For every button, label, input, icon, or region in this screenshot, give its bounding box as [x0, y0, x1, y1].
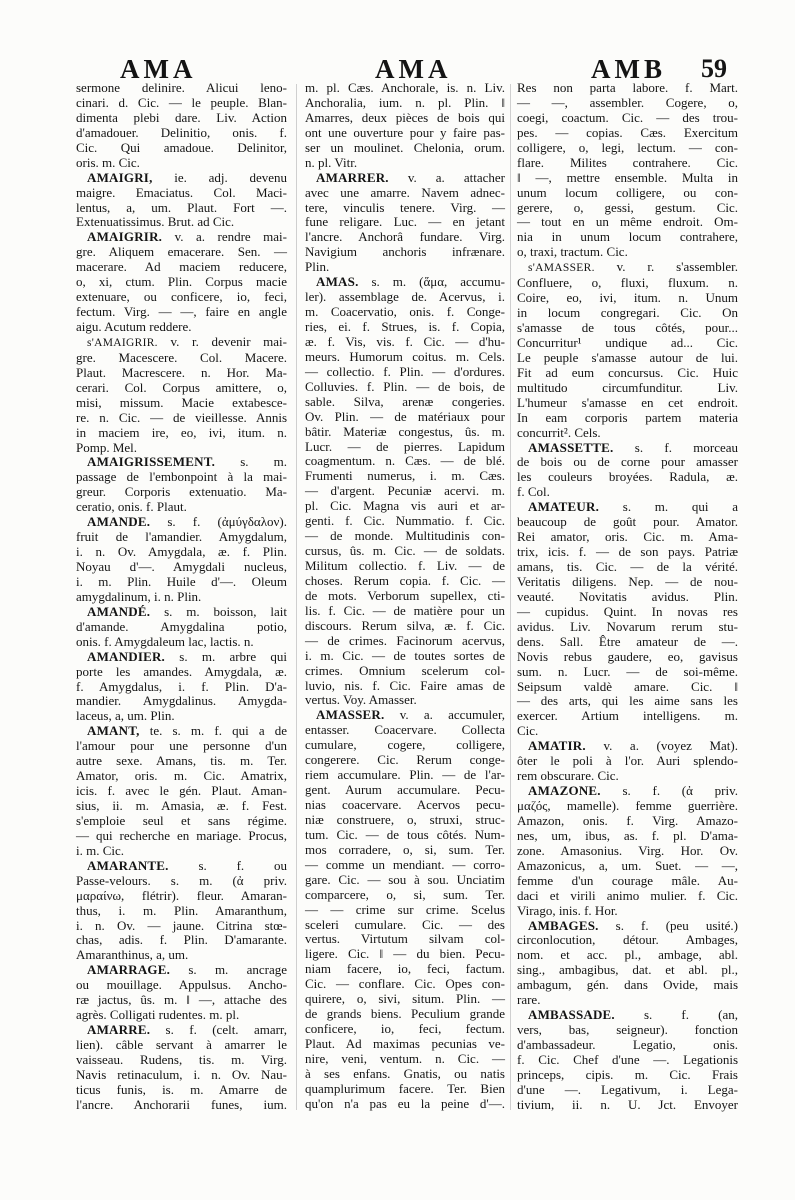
dictionary-line: Virago, inis. f. Hor.	[517, 902, 618, 918]
entry-line	[305, 171, 505, 186]
entry-definition-start: v. r. s'assembler.	[616, 259, 739, 275]
entry-headword: AMAIGRISSEMENT.	[87, 454, 216, 470]
dictionary-line: Militum collectio. f. Liv. — de	[305, 558, 505, 573]
subentry-headword: s'AMAIGRIR.	[87, 336, 158, 349]
dictionary-line: quamplurimum facere. Ter. Bien	[305, 1080, 505, 1096]
dictionary-line: sable. Silva, arenæ congeries.	[305, 393, 505, 409]
dictionary-line: genti. f. Cic. Nummatio. f. Cic.	[305, 513, 505, 529]
dictionary-line: congerere. Cic. Rerum conge-	[305, 752, 505, 768]
entry-headword: AMARANTE.	[87, 857, 169, 873]
dictionary-line: trix, icis. f. — de son pays. Patriæ	[517, 544, 738, 560]
entry-definition-start: s. m. boisson, lait	[164, 603, 288, 619]
column-divider	[510, 84, 511, 1110]
dictionary-line: à ses enfans. Gnatis, ou natis	[305, 1065, 505, 1081]
dictionary-line: — d'argent. Pecuniæ acervi. m.	[305, 483, 505, 499]
dictionary-line: i. n. Ov. Amygdala, æ. f. Plin.	[76, 544, 287, 560]
entry-definition-start: s. f. (celt. amarr,	[165, 1022, 287, 1038]
entry-definition-start: s. f. (ἀμύγδαλον).	[167, 514, 287, 530]
dictionary-line: vers, bas, seigneur). fonction	[517, 1022, 738, 1038]
entry-line	[76, 859, 287, 874]
dictionary-line: sum. n. Lucr. — de soi-même.	[517, 663, 738, 679]
dictionary-line: laceus, a, um. Plin.	[76, 708, 175, 724]
dictionary-line: nia in unum locum contrahere,	[517, 229, 738, 245]
dictionary-line: qu'on n'a pas eu la peine d'—.	[305, 1095, 505, 1111]
dictionary-line: s'emploie seul et sans régime.	[76, 812, 287, 828]
entry-definition-start: s. f. (ἀ priv.	[622, 783, 738, 799]
dictionary-line: colligere, o, legi, lectum. — con-	[517, 139, 738, 155]
dictionary-line: cinari. d. Cic. — le peuple. Blan-	[76, 94, 287, 110]
dictionary-line: Seipsum valdè amare. Cic. ‖	[517, 678, 738, 694]
entry-definition-start: v. a. rendre mai-	[174, 229, 287, 245]
dictionary-line: cursus, ûs. m. Cic. — de soldats.	[305, 543, 505, 559]
dictionary-line: princeps, cipis. m. Cic. Frais	[517, 1066, 738, 1082]
entry-definition-start: s. m. (ἅμα, accumu-	[371, 274, 505, 290]
dictionary-line: extenuare, ou conficere, io, feci,	[76, 289, 287, 305]
dictionary-line: lien). câble servant à amarrer le	[76, 1037, 287, 1052]
dictionary-line: — —, assembler. Cogere, o,	[517, 94, 738, 110]
dictionary-line: niam facere, io, feci, factum.	[305, 961, 505, 977]
dictionary-line: in locum congregari. Cic. On	[517, 305, 738, 321]
entry-line	[305, 275, 505, 290]
dictionary-line: les couleurs broyées. Radula, æ.	[517, 469, 738, 485]
entry-headword: AMATIR.	[528, 738, 586, 754]
dictionary-line: cumulare, cogere, colligere,	[305, 737, 505, 753]
dictionary-line: daci et virili animo mulier. f. Cic.	[517, 887, 738, 903]
dictionary-line: femme d'un courage mâle. Au-	[517, 872, 738, 888]
dictionary-line: Amator, oris. m. Cic. Amatrix,	[76, 768, 287, 784]
dictionary-line: — comme un mendiant. — corro-	[305, 856, 505, 872]
dictionary-line: amygdalinum, i. n. Plin.	[76, 588, 202, 604]
dictionary-line: s'amasse de tous côtés, pour...	[517, 320, 738, 335]
dictionary-line: dimenta plebi dare. Liv. Action	[76, 109, 287, 125]
dictionary-line: vertus. Virtutum silvam col-	[305, 931, 505, 947]
entry-definition-start: te. s. m. f. qui a de	[149, 723, 287, 739]
subentry-line	[76, 335, 287, 351]
dictionary-line: tum. Cic. — de tous côtés. Num-	[305, 826, 505, 842]
dictionary-line: d'ambassadeur. Legatio, onis.	[517, 1037, 738, 1052]
entry-line	[76, 1023, 287, 1038]
dictionary-line: luvio, nis. f. Cic. Faire amas de	[305, 677, 505, 693]
dictionary-line: nom. et acc. pl., ambage, abl.	[517, 947, 738, 963]
entry-definition-start: s. f. ou	[198, 857, 288, 873]
entry-line	[517, 784, 738, 799]
dictionary-line: mandier. Amygdalinus. Amygda-	[76, 693, 287, 709]
dictionary-line: amans, tis. Cic. — de la vérité.	[517, 559, 738, 574]
dictionary-line: o, xi, ctum. Plin. Corpus macie	[76, 274, 287, 290]
header-guide-word-center: AMA	[375, 54, 452, 84]
dictionary-line: passage de l'embonpoint à la mai-	[76, 469, 287, 485]
dictionary-line: Cic. — conflare. Cic. Opes con-	[305, 976, 505, 992]
dictionary-line: rem obscurare. Cic.	[517, 768, 619, 784]
dictionary-line: Cic.	[517, 723, 539, 739]
dictionary-line: m. Coacervatio, onis. f. Conge-	[305, 304, 505, 320]
dictionary-line: d'une —. Legativum, i. Lega-	[517, 1081, 738, 1097]
dictionary-line: ligere. Cic. ‖ — du bien. Pecu-	[305, 946, 505, 962]
dictionary-line: entasser. Coacervare. Collecta	[305, 722, 505, 738]
dictionary-line: Le peuple s'amasse autour de lui.	[517, 349, 738, 365]
dictionary-line: Navis retinaculum, i. n. Ov. Nau-	[76, 1066, 287, 1082]
dictionary-line: de grands biens. Peculium grande	[305, 1006, 505, 1022]
dictionary-line: ceratio, onis. f. Plaut.	[76, 499, 187, 515]
entry-headword: AMANDIER.	[87, 648, 165, 664]
entry-headword: AMAZONE.	[528, 783, 601, 799]
dictionary-line: avidus. Liv. Novarum rerum stu-	[517, 618, 738, 634]
dictionary-line: f. Amygdalus, i. f. Plin. D'a-	[76, 678, 287, 694]
dictionary-line: Amazon, onis. f. Virg. Amazo-	[517, 812, 738, 828]
dictionary-line: veauté. Novitatis avidus. Plin.	[517, 588, 738, 604]
dictionary-line: — — crime sur crime. Scelus	[305, 901, 505, 917]
dictionary-line: gent. Aurum accumulare. Pecu-	[305, 782, 505, 798]
page-number: 59	[701, 54, 727, 83]
dictionary-line: exercer. Artium intelligens. m.	[517, 708, 738, 724]
dictionary-line: L'humeur s'amasse en cet endroit.	[517, 394, 738, 410]
dictionary-line: Plaut. Macrescere. n. Hor. Ma-	[76, 364, 287, 380]
entry-headword: AMATEUR.	[528, 499, 600, 515]
dictionary-line: l'amour pour une personne d'un	[76, 738, 287, 754]
entry-line	[76, 515, 287, 530]
dictionary-line: fectum. Virg. — —, faire en angle	[76, 304, 287, 320]
dictionary-line: multitudo circumfunditur. Liv.	[517, 379, 738, 395]
entry-definition-start: ie. adj. devenu	[174, 169, 288, 185]
dictionary-line: gerere, o, gessi, gestum. Cic.	[517, 199, 738, 215]
dictionary-line: nias coacervare. Acervos pecu-	[305, 797, 505, 812]
dictionary-line: i. n. Ov. — jaune. Citrina stœ-	[76, 917, 287, 933]
dictionary-line: Frumenti numerus, i. m. Cæs.	[305, 468, 505, 484]
dictionary-line: cerari. Col. Corpus amittere, o,	[76, 379, 287, 395]
dictionary-line: fruit de l'amandier. Amygdalum,	[76, 529, 287, 545]
dictionary-line: discours. Rerum silva, æ. f. Cic.	[305, 617, 505, 633]
dictionary-line: — tout en un même endroit. Om-	[517, 214, 738, 230]
dictionary-line: ræ jactus, ûs. m. ‖ —, attache des	[76, 992, 287, 1008]
dictionary-line: Amarres, deux pièces de bois qui	[305, 109, 505, 125]
dictionary-line: oris. m. Cic.	[76, 154, 140, 170]
dictionary-line: tivium, ii. n. U. Jct. Envoyer	[517, 1096, 738, 1112]
entry-headword: AMASSER.	[316, 707, 385, 723]
dictionary-line: lentus, a, um. Plaut. Fort —.	[76, 199, 287, 215]
dictionary-line: i. m. Cic.	[76, 842, 125, 858]
dictionary-line: beaucoup de goût pour. Amator.	[517, 514, 738, 530]
dictionary-line: meurs. Humorum coitus. m. Cels.	[305, 348, 505, 364]
dictionary-line: æ. f. Vis, vis. f. Cic. — d'hu-	[305, 333, 505, 349]
dictionary-line: concurrit². Cels.	[517, 424, 601, 440]
dictionary-line: l'ancre. Anchorâ fundare. Virg.	[305, 229, 505, 245]
dictionary-line: unum locum colligere, ou con-	[517, 184, 738, 200]
dictionary-line: sermone delinire. Alicui leno-	[76, 80, 287, 95]
dictionary-line: d'amande. Amygdalina potio,	[76, 618, 287, 634]
dictionary-line: rare.	[517, 992, 541, 1008]
entry-headword: AMASSETTE.	[528, 439, 614, 455]
dictionary-line: ser un moulinet. Chelonia, orum.	[305, 139, 505, 155]
dictionary-line: ticus funis, is. m. Amarre de	[76, 1081, 287, 1097]
dictionary-line: Plaut. Ad maximas pecunias ve-	[305, 1036, 505, 1051]
entry-headword: AMANT,	[87, 723, 140, 739]
dictionary-line: — collectio. f. Plin. — d'ordures.	[305, 363, 505, 379]
dictionary-line: de mots. Verborum supellex, cti-	[305, 587, 505, 603]
dictionary-line: in maciem ire, eo, ivi, itum. n.	[76, 424, 287, 440]
dictionary-line: comparcere, o, si, sum. Ter.	[305, 886, 505, 902]
dictionary-line: gare. Cic. — sou à sou. Unciatim	[305, 871, 505, 887]
dictionary-line: Colluvies. f. Plin. — de bois, de	[305, 378, 505, 394]
dictionary-line: — cupidus. Quint. In novas res	[517, 603, 738, 619]
entry-headword: AMBAGES.	[528, 917, 599, 933]
dictionary-line: aigu. Acutum reddere.	[76, 319, 192, 334]
text-column-3	[517, 81, 738, 1113]
entry-line	[305, 708, 505, 723]
dictionary-line: niæ construere, o, struxi, struc-	[305, 811, 505, 827]
text-column-2	[305, 81, 505, 1112]
entry-line	[76, 650, 287, 665]
dictionary-line: misi, missum. Macie extabesce-	[76, 394, 287, 410]
dictionary-line: flare. Milites contrahere. Cic.	[517, 154, 738, 170]
entry-definition-start: s. m. arbre qui	[179, 648, 288, 664]
entry-line	[76, 455, 287, 470]
dictionary-line: o, traxi, tractum. Cic.	[517, 244, 628, 260]
dictionary-line: riem accumulare. Plin. — de l'ar-	[305, 767, 505, 783]
entry-headword: AMARRAGE.	[87, 962, 171, 978]
entry-line	[76, 171, 287, 186]
entry-line	[517, 500, 738, 515]
dictionary-line: avec une amarre. Navem adnec-	[305, 184, 505, 200]
dictionary-line: coegi, coactum. Cic. — des trou-	[517, 109, 738, 125]
entry-definition-start: s. f. (peu usité.)	[615, 917, 739, 933]
entry-definition-start: v. a. attacher	[407, 169, 506, 185]
dictionary-line: icis. f. avec le gén. Plaut. Aman-	[76, 783, 287, 799]
entry-line	[76, 724, 287, 739]
dictionary-line: Res non parta labore. f. Mart.	[517, 80, 738, 95]
dictionary-line: Rei amator, oris. Cic. m. Ama-	[517, 529, 738, 545]
dictionary-line: i. m. Plin. Huile d'—. Oleum	[76, 573, 287, 589]
dictionary-line: ries, ei. f. Strues, is. f. Copia,	[305, 319, 505, 334]
dictionary-line: vaisseau. Rudens, tis. m. Virg.	[76, 1051, 287, 1067]
dictionary-line: greur. Corporis extenuatio. Ma-	[76, 484, 287, 500]
dictionary-line: Amaranthinus, a, um.	[76, 947, 189, 963]
dictionary-line: agrès. Colligati rudentes. m. pl.	[76, 1007, 240, 1023]
dictionary-line: ler). assemblage de. Acervus, i.	[305, 289, 505, 305]
entry-definition-start: v. a. accumuler,	[399, 707, 505, 723]
dictionary-line: Passe-velours. s. m. (ἀ priv.	[76, 872, 287, 888]
dictionary-line: f. Col.	[517, 484, 550, 500]
dictionary-line: — des arts, qui les aime sans les	[517, 693, 738, 709]
dictionary-line: Ov. Plin. — de matériaux pour	[305, 408, 505, 424]
dictionary-line: thus, i. m. Plin. Amaranthum,	[76, 902, 287, 918]
header-guide-word-left: AMA	[120, 54, 197, 84]
dictionary-line: Cic. Qui amadoue. Delinitor,	[76, 139, 287, 155]
dictionary-line: dens. Sall. Être amateur de —.	[517, 633, 738, 649]
entry-headword: AMAIGRIR.	[87, 229, 163, 245]
dictionary-line: pes. — copias. Cæs. Exercitum	[517, 124, 738, 140]
dictionary-line: nes, um, ibus, as. f. pl. D'ama-	[517, 827, 738, 843]
dictionary-line: l'ancre. Anchorarii funes, ium.	[76, 1096, 287, 1112]
dictionary-line: Veritatis diligens. Nep. — de nou-	[517, 573, 738, 589]
dictionary-line: ‖ —, mettre ensemble. Multa in	[517, 169, 738, 185]
entry-headword: AMBASSADE.	[528, 1007, 615, 1023]
entry-headword: AMANDÉ.	[87, 603, 151, 619]
dictionary-line: zone. Amasonius. Virg. Hor. Ov.	[517, 842, 738, 858]
entry-line	[76, 605, 287, 620]
entry-definition-start: s. m. ancrage	[188, 962, 287, 978]
dictionary-line: quirere, o, sivi, situm. Plin. —	[305, 991, 505, 1007]
entry-definition-start: v. a. (voyez Mat).	[603, 738, 738, 754]
dictionary-line: conficere, io, feci, fectum.	[305, 1021, 505, 1037]
entry-line	[517, 441, 738, 456]
dictionary-line: sing., ambagibus, dat. et abl. pl.,	[517, 962, 738, 978]
dictionary-line: maigre. Emaciatus. Col. Maci-	[76, 184, 287, 200]
dictionary-line: ôter le poli à l'or. Auri splendo-	[517, 753, 738, 769]
dictionary-line: ou mouillage. Appulsus. Ancho-	[76, 977, 287, 993]
dictionary-line: i. m. Cic. — de toutes sortes de	[305, 647, 505, 663]
dictionary-line: bâtir. Materiæ congestus, ûs. m.	[305, 423, 505, 439]
entry-headword: AMARRE.	[87, 1022, 151, 1038]
dictionary-line: — de monde. Multitudinis con-	[305, 528, 505, 544]
dictionary-line: m. pl. Cæs. Anchorale, is. n. Liv.	[305, 80, 505, 95]
dictionary-line: — de crimes. Facinorum acervus,	[305, 632, 505, 648]
dictionary-line: gre. Aliquem emacerare. Sen. —	[76, 244, 287, 260]
dictionary-line: Novis rebus gaudere, eo, gavisus	[517, 648, 738, 664]
dictionary-line: macerare. Ad maciem reducere,	[76, 259, 287, 275]
entry-definition-start: s. m.	[240, 454, 288, 470]
header-guide-word-right: AMB	[591, 54, 666, 84]
dictionary-line: Extenuatissimus. Brut. ad Cic.	[76, 214, 235, 230]
dictionary-line: μαραίνω, flétrir). fleur. Amaran-	[76, 887, 287, 903]
entry-definition-start: s. m. qui a	[622, 499, 738, 515]
dictionary-line: Confluere, o, fluxi, fluxum. n.	[517, 275, 738, 291]
dictionary-line: Fit ad eum concursus. Cic. Huic	[517, 364, 738, 380]
dictionary-line: Coire, eo, ivi, itum. n. Unum	[517, 290, 738, 306]
dictionary-line: crimes. Omnium scelerum col-	[305, 662, 505, 678]
dictionary-line: f. Cic. Chef d'une —. Legationis	[517, 1051, 738, 1067]
dictionary-line: re. n. Cic. — de vieillesse. Annis	[76, 409, 287, 425]
entry-definition-start: v. r. devenir mai-	[170, 333, 287, 349]
dictionary-line: lis. f. Cic. — de matière pour un	[305, 602, 505, 618]
dictionary-line: Lucr. — de pierres. Lapidum	[305, 438, 505, 454]
dictionary-line: n. pl. Vitr.	[305, 154, 358, 170]
entry-line	[76, 230, 287, 245]
dictionary-line: onis. f. Amygdaleum lac, lactis. n.	[76, 633, 254, 649]
dictionary-line: autre sexe. Amans, tis. m. Ter.	[76, 753, 287, 769]
dictionary-line: pl. Cic. Magna vis auri et ar-	[305, 498, 505, 514]
dictionary-line: circonlocution, détour. Ambages,	[517, 932, 738, 948]
dictionary-line: gre. Macescere. Col. Macere.	[76, 349, 287, 365]
dictionary-line: mos corradere, o, si, sum. Ter.	[305, 841, 505, 857]
subentry-headword: s'AMASSER.	[528, 262, 595, 275]
dictionary-line: d'amadouer. Delinitio, onis. f.	[76, 124, 287, 140]
dictionary-line: sius, ii. m. Amasia, æ. f. Fest.	[76, 798, 287, 813]
entry-line	[517, 919, 738, 934]
entry-line	[76, 963, 287, 978]
dictionary-line: tere, vinculis tenere. Virg. —	[305, 199, 505, 215]
dictionary-line: μαζός, mamelle). femme guerrière.	[517, 798, 738, 813]
entry-definition-start: s. f. morceau	[634, 439, 739, 455]
text-column-1	[76, 81, 287, 1113]
entry-line	[517, 1008, 738, 1023]
dictionary-line: Concurritur¹ undique ad... Cic.	[517, 334, 738, 350]
dictionary-line: sceleri cumulare. Cic. — des	[305, 916, 505, 932]
subentry-line	[517, 260, 738, 276]
dictionary-line: Pomp. Mel.	[76, 439, 138, 455]
dictionary-line: ont une ouverture pour y faire pas-	[305, 124, 505, 140]
dictionary-line: porte les amandes. Amygdala, æ.	[76, 663, 287, 679]
dictionary-line: ambagum, gén. dans Ovide, mais	[517, 977, 738, 993]
entry-headword: AMANDE.	[87, 514, 151, 530]
entry-headword: AMARRER.	[316, 169, 389, 185]
entry-line	[517, 739, 738, 754]
dictionary-line: de bois ou de corne pour amasser	[517, 454, 738, 470]
dictionary-line: vertus. Voy. Amasser.	[305, 692, 417, 708]
dictionary-line: chas, adis. f. Plin. D'amarante.	[76, 932, 287, 948]
column-divider	[296, 84, 297, 1110]
dictionary-line: fune religare. Luc. — en jetant	[305, 214, 505, 230]
dictionary-line: nire, veni, ventum. n. Cic. —	[305, 1050, 505, 1066]
dictionary-line: Plin.	[305, 259, 330, 275]
entry-definition-start: s. f. (an,	[644, 1007, 738, 1023]
dictionary-line: Navigium anchoris infrænare.	[305, 244, 505, 260]
dictionary-line: In eam corporis partem materia	[517, 409, 738, 425]
entry-headword: AMAIGRI,	[87, 169, 153, 185]
dictionary-line: — qui recherche en mariage. Procus,	[76, 827, 287, 843]
entry-headword: AMAS.	[316, 274, 359, 290]
dictionary-line: choses. Rerum copia. f. Cic. —	[305, 572, 505, 588]
dictionary-line: Anchoralia, ium. n. pl. Plin. ‖	[305, 94, 505, 110]
dictionary-line: Noyau d'—. Amygdali nucleus,	[76, 559, 287, 574]
dictionary-line: Amazonicus, a, um. Suet. — —,	[517, 857, 738, 873]
dictionary-line: coagmentum. n. Cæs. — de blé.	[305, 453, 505, 469]
